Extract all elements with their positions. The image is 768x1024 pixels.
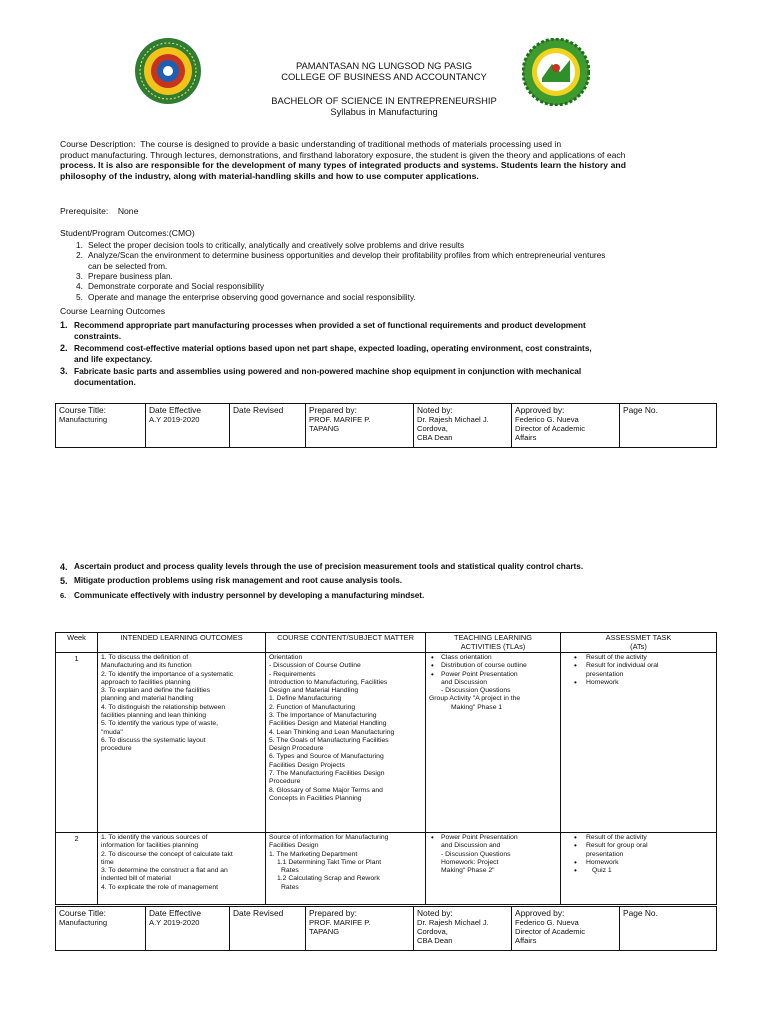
description-line-4: philosophy of the industry, along with material-handling skills and how to use computer applications. [60,171,479,182]
list-item: • Class orientation [429,654,557,662]
prerequisite-value: None [117,206,139,216]
noted-by-title: CBA Dean [417,432,453,442]
list-item: • Power Point Presentation [429,834,557,842]
content-line: 1. The Marketing Department [269,850,358,858]
clo-item-number: 5. [60,576,68,587]
list-item: • Power Point Presentation [429,671,557,679]
ilo-line: 1. To identify the various sources of [101,834,208,842]
clo-item [60,562,720,573]
page-no-cell [620,404,717,448]
clo-item-text: Communicate effectively with industry personnel by developing a manufacturing mindset. [74,590,425,600]
list-item: • Distribution of course outline [429,662,557,670]
tla-line: and Discussion [441,678,488,686]
ilo-line: Manufacturing and its function [101,662,192,670]
cmo-item-text: can be selected from. [88,260,168,271]
course-title-cell [56,907,146,951]
cmo-item [76,240,716,250]
university-name: PAMANTASAN NG LUNGSOD NG PASIG [295,60,473,71]
list-item: • Homework [564,859,713,867]
noted-by-name: Dr. Rajesh Michael J. [417,917,489,927]
ilo-line: 6. To discuss the systematic layout [101,736,206,744]
cmo-item-number: 4. [76,281,83,292]
content-cell [266,653,426,833]
week-cell: 2 [56,833,98,905]
clo-item [60,366,720,387]
course-info-row [56,907,717,951]
course-info-row [56,404,717,448]
content-line: Facilities Design and Material Handling [269,720,387,728]
assessment-list [564,654,713,671]
ilo-line: planning and material handling [101,695,194,703]
course-title-label: Course Title: [59,908,107,918]
list-item: • Quiz 1 [564,867,713,875]
clo-item-text: Ascertain product and process quality levels through the use of precision measurement tools and statistical quality control charts. [74,562,584,571]
content-line: 6. Types and Source of Manufacturing [269,753,384,761]
cmo-item [76,250,716,260]
tla-list [429,654,557,679]
table-row [56,653,717,833]
content-line: Procedure [269,778,301,786]
table-row [56,833,717,905]
clo-item-text [74,320,586,341]
prerequisite [60,206,138,216]
content-line: Introduction to Manufacturing, Facilities [269,678,388,686]
content-line: - Discussion of Course Outline [269,662,361,670]
tla-line: Homework: Project [441,858,499,866]
college-name: COLLEGE OF BUSINESS AND ACCOUNTANCY [281,71,487,82]
ilo-line: approach to facilities planning [101,678,191,686]
noted-by-cell [414,404,512,448]
prepared-by-cell [306,907,414,951]
content-line: Rates [281,883,299,891]
assessment-line: presentation [586,850,624,858]
tla-line: - Discussion Questions [441,687,511,695]
tla-header-line: TEACHING LEARNING [453,633,533,642]
content-line: Design and Material Handling [269,687,359,695]
list-item: • Result of the activity [564,654,713,662]
description-line-3: process. It is also are responsible for the development of many types of integrated products and systems. Students learn the history and [60,160,627,171]
date-revised-cell [230,907,306,951]
tla-line: Group Activity "A project in the [429,695,521,703]
description-line-1 [60,139,715,150]
clo-item-text: Mitigate production problems using risk management and root cause analysis tools. [74,576,403,586]
content-line: 7. The Manufacturing Facilities Design [269,769,385,777]
content-line: Facilities Design [269,842,319,850]
ilo-line: 3. To explain and define the facilities [101,687,211,695]
noted-by-label: Noted by: [417,405,453,415]
description-line-2: product manufacturing. Through lectures, demonstrations, and firsthand laboratory exposure, the student is given the theory and applications of each [60,149,626,160]
approved-by-name: Federico G. Nueva [515,414,579,424]
date-effective-value: A.Y 2019-2020 [149,917,200,927]
approved-by-label: Approved by: [515,908,565,918]
ilo-cell [98,833,266,905]
tla-cell [426,833,561,905]
noted-by-name: Cordova, [417,926,448,936]
course-info-table-footer [55,906,717,951]
course-title-cell [56,404,146,448]
prepared-by-label: Prepared by: [309,405,357,415]
cmo-item-continuation [76,261,716,271]
approved-by-cell [512,907,620,951]
content-line: 1. Define Manufacturing [269,695,342,703]
approved-by-cell [512,404,620,448]
cmo-item-text: Analyze/Scan the environment to determine business opportunities and develop their profitability profiles from which entrepreneurial ventures [88,250,606,261]
description-label: Course Description: [60,139,136,149]
ilo-line: indented bill of material [101,875,171,883]
noted-by-cell [414,907,512,951]
tla-line: and Discussion and [441,842,501,850]
list-item: • Result for group oral [564,842,713,850]
noted-by-title: CBA Dean [417,935,453,945]
content-cell [266,833,426,905]
clo-item [60,320,720,341]
ilo-line: 4. To explicate the role of management [101,883,219,891]
ilo-line: 3. To determine the construct a flat and an [101,867,228,875]
content-header: COURSE CONTENT/SUBJECT MATTER [266,633,426,653]
tla-list [429,834,557,842]
cmo-item-number: 2. [76,250,83,261]
clo-list-continued [60,562,720,603]
content-line: 4. Lean Thinking and Lean Manufacturing [269,728,395,736]
clo-item-number: 3. [60,366,68,377]
clo-item-line: Recommend appropriate part manufacturing processes when provided a set of functional requirements and product development [74,320,586,330]
content-line: Source of information for Manufacturing [269,834,389,842]
approved-by-label: Approved by: [515,405,565,415]
noted-by-name: Cordova, [417,423,448,433]
prepared-by-name: TAPANG [309,423,340,433]
clo-title: Course Learning Outcomes [60,306,166,316]
clo-item-line: and life expectancy. [74,353,153,364]
description-text-1: The course is designed to provide a basic understanding of traditional methods of materials processing used in [140,139,562,149]
cmo-item-text: Demonstrate corporate and Social responsibility [88,281,265,292]
cmo-item [76,281,716,291]
prepared-by-label: Prepared by: [309,908,357,918]
content-line: 3. The Importance of Manufacturing [269,712,377,719]
cmo-item [76,271,716,281]
cmo-item-number: 5. [76,291,83,302]
syllabus-title: Syllabus in Manufacturing [330,106,438,117]
approved-by-title: Affairs [515,432,537,442]
content-line: Design Procedure [269,745,324,753]
course-title-value: Manufacturing [59,414,108,424]
course-info-table [55,403,717,448]
tla-line: - Discussion Questions [441,850,511,858]
syllabus-header-row [56,633,717,653]
approved-by-title: Affairs [515,935,537,945]
prepared-by-name: PROF. MARIFE P. [309,917,371,927]
content-line: 1.1 Determining Takt Time or Plant [277,858,382,866]
date-effective-value: A.Y 2019-2020 [149,414,200,424]
clo-item-line: Recommend cost-effective material options based upon net part shape, expected loading, operating environment, cost constraints, [74,343,592,354]
assessment-cell [561,833,717,905]
approved-by-title: Director of Academic [515,423,586,433]
assessment-header [561,633,717,653]
assessment-list [564,834,713,851]
approved-by-title: Director of Academic [515,926,586,936]
course-title-value: Manufacturing [59,917,108,927]
week-header: Week [56,633,98,653]
ilo-line: procedure [101,745,132,753]
clo-item [60,591,720,601]
course-description [60,139,715,182]
tla-header [426,633,561,653]
content-line: Rates [281,867,299,875]
date-effective-label: Date Effective [149,405,201,415]
assessment-cell [561,653,717,833]
content-line: 2. Function of Manufacturing [269,703,356,711]
cmo-item-text: Prepare business plan. [88,271,173,282]
assessment-list [564,859,713,876]
page-no-label: Page No. [623,405,658,415]
clo-list [60,320,720,389]
content-line: 5. The Goals of Manufacturing Facilities [269,736,389,744]
tla-header-line: ACTIVITIES (TLAs) [460,641,526,651]
list-item: • Result for individual oral [564,662,713,670]
assessment-header-line: (ATs) [630,641,647,651]
tla-cell [426,653,561,833]
ilo-line: time [101,858,114,866]
cmo-title: Student/Program Outcomes:(CMO) [60,228,195,238]
clo-item-number: 1. [60,320,68,330]
clo-item [60,343,720,364]
page-no-label: Page No. [623,908,658,918]
content-line: 1.2 Calculating Scrap and Rework [277,875,380,883]
cmo-item-text: Select the proper decision tools to critically, analytically and creatively solve problems and drive results [88,240,465,250]
prepared-by-cell [306,404,414,448]
assessment-line: presentation [586,670,624,678]
ilo-cell [98,653,266,833]
content-line: Facilities Design Projects [269,761,345,769]
content-line: - Requirements [269,670,316,678]
cmo-item [76,292,716,302]
assessment-list [564,679,713,687]
prepared-by-name: PROF. MARIFE P. [309,414,371,424]
tla-line: Making" Phase 2" [441,867,495,875]
date-effective-label: Date Effective [149,908,201,918]
assessment-header-line: ASSESSMET TASK [605,633,672,642]
page-no-cell [620,907,717,951]
clo-item-number: 4. [60,562,68,572]
noted-by-name: Dr. Rajesh Michael J. [417,414,489,424]
clo-item-text [74,366,581,387]
approved-by-name: Federico G. Nueva [515,917,579,927]
clo-item-number: 6. [60,590,67,600]
ilo-line: 2. To discourse the concept of calculate takt [101,850,233,858]
cmo-list [76,240,716,302]
content-line: Orientation [269,654,303,662]
cmo-item-number: 3. [76,271,83,282]
ilo-line: information for facilities planning [101,842,199,850]
date-revised-label: Date Revised [233,405,284,415]
ilo-line: "muda" [101,728,123,736]
clo-item-text [74,343,592,364]
cmo-item-text: Operate and manage the enterprise observing good governance and social responsibility. [88,291,416,302]
content-line: Concepts in Facilities Planning [269,794,362,802]
ilo-line: 5. To identify the various type of waste, [101,720,218,728]
ilo-line: facilities planning and lean thinking [101,712,207,719]
ilo-header: INTENDED LEARNING OUTCOMES [98,633,266,653]
clo-item-line: Fabricate basic parts and assemblies using powered and non-powered machine shop equipment in conjunction with mechanical [74,366,582,377]
prerequisite-label: Prerequisite: [60,206,109,216]
week-cell: 1 [56,653,98,833]
list-item: • Homework [564,679,713,687]
syllabus-table [55,632,717,905]
noted-by-label: Noted by: [417,908,453,918]
cmo-item-number: 1. [76,240,83,250]
clo-item [60,576,720,587]
ilo-line: 2. To identify the importance of a systematic [101,670,234,678]
course-title-label: Course Title: [59,405,107,415]
date-effective-cell [146,907,230,951]
program-name: BACHELOR OF SCIENCE IN ENTREPRENEURSHIP [271,95,497,106]
clo-item-line: documentation. [74,376,136,387]
ilo-line: 1. To discuss the definition of [101,654,189,662]
date-effective-cell [146,404,230,448]
content-line: 8. Glossary of Some Major Terms and [269,786,383,794]
clo-item-line: constraints. [74,330,122,341]
clo-item-number: 2. [60,343,68,354]
list-item: • Result of the activity [564,834,713,842]
date-revised-label: Date Revised [233,908,284,918]
date-revised-cell [230,404,306,448]
prepared-by-name: TAPANG [309,926,340,936]
ilo-line: 4. To distinguish the relationship between [101,703,226,711]
tla-line: Making" Phase 1 [451,703,503,711]
